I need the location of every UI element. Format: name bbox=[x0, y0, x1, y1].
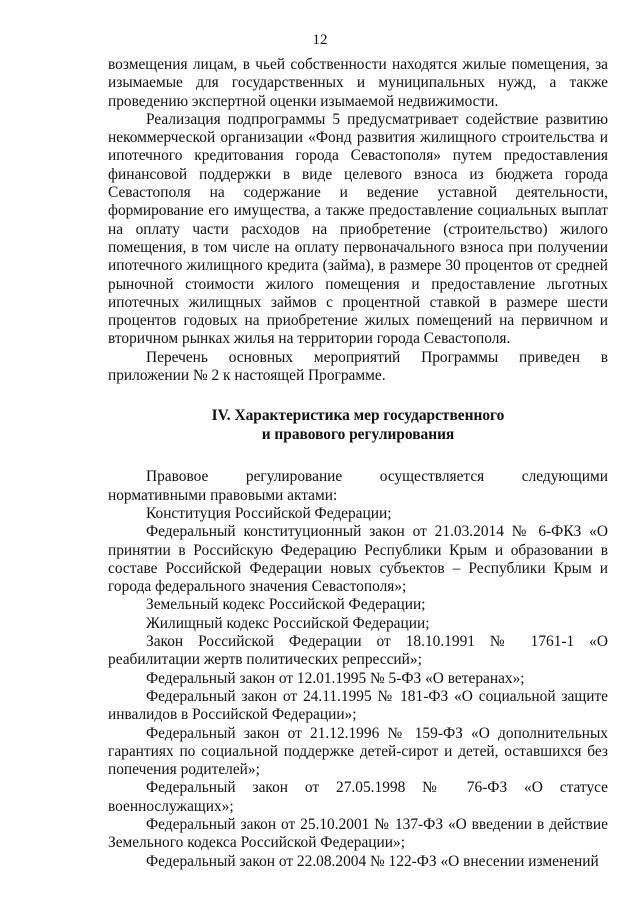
paragraph: Реализация подпрограммы 5 предусматривает содействие развитию некоммерческой организации «Фонд развития жилищного строительства и ипотечного кредитования города Севастополя» путем предоставления финансовой поддержки в виде целевого взноса из бюджета города Севастополя на содержание и ведение уставной деятельности, формирование его имущества, а также предоставление социальных выплат на оплату части расходов на приобретение (строительство) жилого помещения, в том числе на оплату первоначального взноса при получении ипотечного жилищного кредита (займа), в размере 30 процентов от средней рыночной стоимости жилого помещения и предоставление льготных ипотечных жилищных займов с процентной ставкой в размере шести процентов годовых на приобретение жилых помещений на первичном и вторичном рынках жилья на территории города Севастополя. bbox=[108, 110, 608, 348]
list-item: Федеральный закон от 25.10.2001 № 137-ФЗ «О введении в действие Земельного кодекса Российской Федерации»; bbox=[108, 815, 608, 852]
list-item: Закон Российской Федерации от 18.10.1991 № 1761-1 «О реабилитации жертв политических репрессий»; bbox=[108, 633, 608, 669]
paragraph: Правовое регулирование осуществляется следующими нормативными правовыми актами: bbox=[108, 468, 608, 504]
document-body bbox=[108, 56, 608, 871]
page-number: 12 bbox=[312, 32, 328, 48]
paragraph: Перечень основных мероприятий Программы приведен в приложении № 2 к настоящей Программе. bbox=[108, 348, 608, 385]
list-item: Федеральный закон от 27.05.1998 № 76-ФЗ «О статусе военнослужащих»; bbox=[108, 779, 608, 815]
list-item: Конституция Российской Федерации; bbox=[146, 504, 392, 522]
list-item: Федеральный закон от 22.08.2004 № 122-ФЗ «О внесении изменений bbox=[146, 852, 599, 870]
list-item: Федеральный закон от 12.01.1995 № 5-ФЗ «О ветеранах»; bbox=[146, 669, 525, 687]
list-item: Земельный кодекс Российской Федерации; bbox=[146, 596, 426, 614]
list-item: Федеральный закон от 21.12.1996 № 159-ФЗ «О дополнительных гарантиях по социальной поддержке детей-сирот и детей, оставшихся без попечения родителей»; bbox=[108, 724, 608, 779]
list-item: Федеральный закон от 24.11.1995 № 181-ФЗ «О социальной защите инвалидов в Российской Федерации»; bbox=[108, 687, 608, 724]
section-heading-line2: и правового регулирования bbox=[261, 425, 455, 443]
section-heading-line1: IV. Характеристика мер государственного bbox=[211, 407, 505, 425]
list-item: Федеральный конституционный закон от 21.03.2014 № 6-ФКЗ «О принятии в Российскую Федерацию Республики Крым и образовании в составе Российской Федерации новых субъектов – Республики Крым и города федерального значения Севастополя»; bbox=[108, 523, 608, 596]
list-item: Жилищный кодекс Российской Федерации; bbox=[146, 614, 430, 632]
section-heading bbox=[108, 407, 608, 444]
paragraph: возмещения лицам, в чьей собственности находятся жилые помещения, за изымаемые для государственных и муниципальных нужд, а также проведению экспертной оценки изымаемой недвижимости. bbox=[108, 56, 608, 110]
